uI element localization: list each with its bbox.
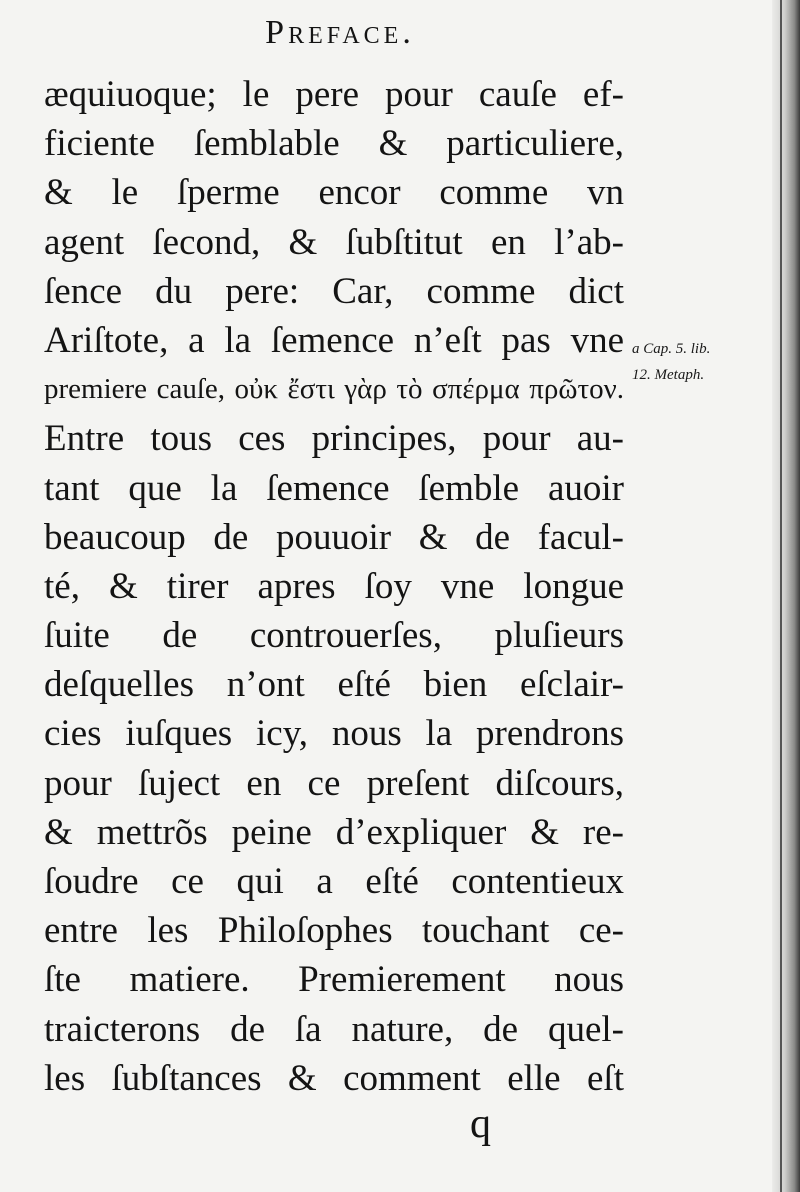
text-line: les ſubſtances & comment elle eſt xyxy=(44,1057,624,1099)
text-line: & mettrõs peine d’expliquer & re- xyxy=(44,811,624,853)
text-line: beaucoup de pouuoir & de facul- xyxy=(44,516,624,558)
margin-note-citation: a Cap. 5. lib. xyxy=(632,341,711,357)
text-line: ſuite de controuerſes, pluſieurs xyxy=(44,615,624,657)
text-line: æquiuoque; le pere pour cauſe ef- xyxy=(44,74,624,115)
text-line: Entre tous ces principes, pour au- xyxy=(44,418,624,460)
binding-edge xyxy=(780,0,782,1192)
text-line: cies iuſques icy, nous la prendrons xyxy=(44,713,624,755)
text-line: tant que la ſemence ſemble auoir xyxy=(44,467,624,509)
body-text xyxy=(44,70,624,1103)
text-line: deſquelles n’ont eſté bien eſclair- xyxy=(44,664,624,706)
text-line: entre les Philoſophes touchant ce- xyxy=(44,910,624,952)
text-line: pour ſuject en ce preſent diſcours, xyxy=(44,762,624,804)
text-line: Ariſtote, a la ſemence n’eſt pas vne xyxy=(44,319,624,361)
text-line: & le ſperme encor comme vn xyxy=(44,172,624,214)
text-line: traicterons de ſa nature, de quel- xyxy=(44,1008,624,1050)
text-line: ſte matiere. Premierement nous xyxy=(44,959,624,1001)
text-line: ficiente ſemblable & particuliere, xyxy=(44,123,624,165)
text-line-greek-quote: premiere cauſe, οὐκ ἔστι γὰρ τὸ σπέρμα πρῶτον. xyxy=(44,373,624,406)
margin-note-citation: 12. Metaph. xyxy=(632,367,705,383)
signature-mark: q xyxy=(470,1101,491,1147)
text-line: ſence du pere: Car, comme dict xyxy=(44,270,624,312)
running-header: Preface. xyxy=(265,14,415,51)
text-line: ſoudre ce qui a eſté contentieux xyxy=(44,861,624,902)
text-line: agent ſecond, & ſubſtitut en l’ab- xyxy=(44,221,624,263)
binding-shadow xyxy=(772,0,800,1192)
text-line: té, & tirer apres ſoy vne longue xyxy=(44,565,624,607)
